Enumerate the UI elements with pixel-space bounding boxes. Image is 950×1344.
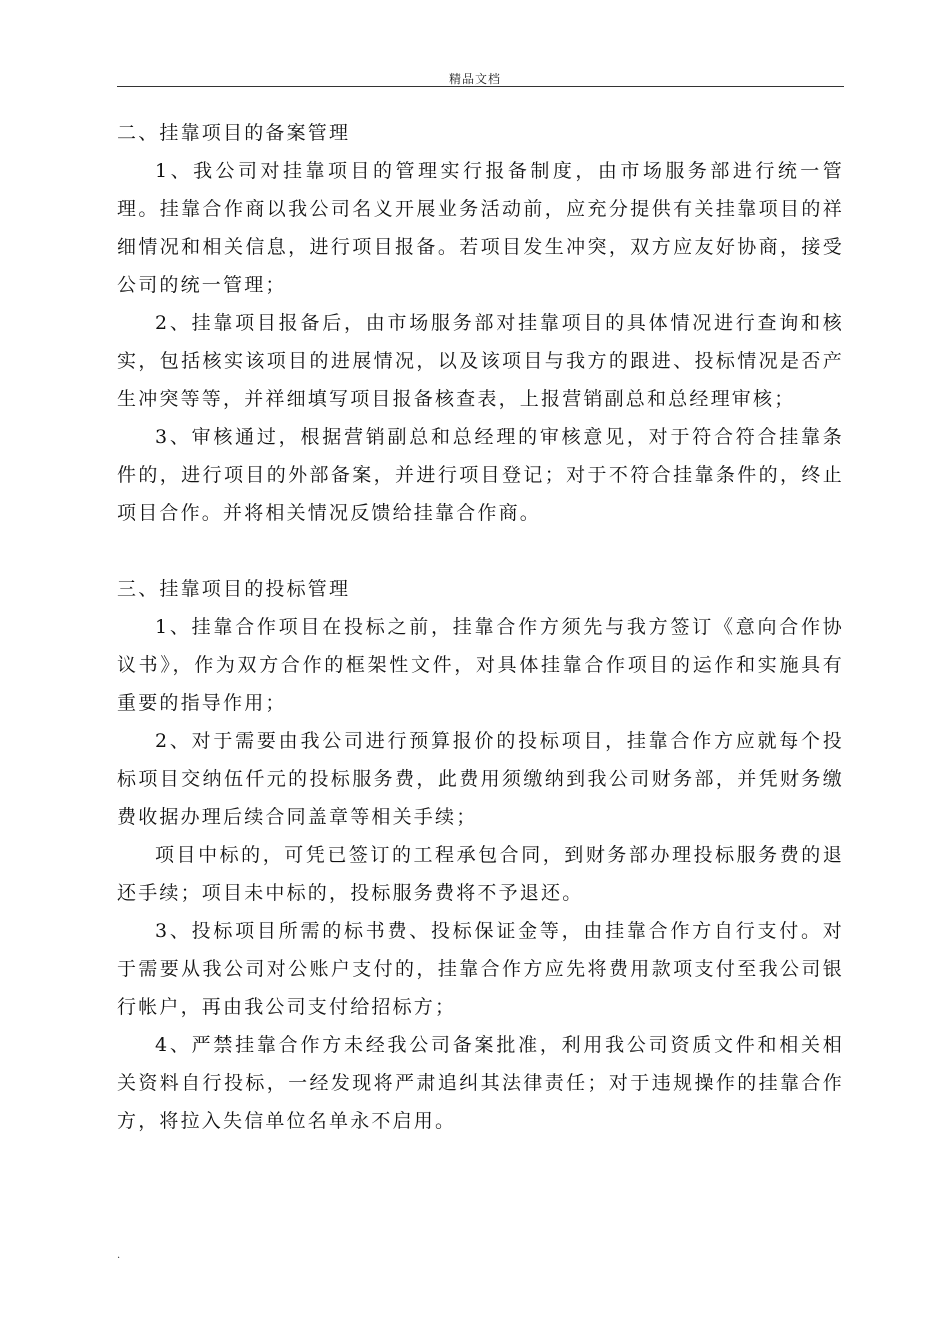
document-body [117,114,844,1140]
paragraph: 3、审核通过，根据营销副总和总经理的审核意见，对于符合符合挂靠条件的，进行项目的外部备案，并进行项目登记；对于不符合挂靠条件的，终止项目合作。并将相关情况反馈给挂靠合作商。 [117,426,844,524]
paragraph: 2、对于需要由我公司进行预算报价的投标项目，挂靠合作方应就每个投标项目交纳伍仟元的投标服务费，此费用须缴纳到我公司财务部，并凭财务缴费收据办理后续合同盖章等相关手续； [117,730,844,828]
paragraph: 项目中标的，可凭已签订的工程承包合同，到财务部办理投标服务费的退还手续；项目未中标的，投标服务费将不予退还。 [117,844,844,904]
header-divider [117,86,844,87]
footer-mark: . [117,1250,121,1261]
paragraph: 1、挂靠合作项目在投标之前，挂靠合作方须先与我方签订《意向合作协议书》，作为双方合作的框架性文件，对具体挂靠合作项目的运作和实施具有重要的指导作用； [117,616,844,714]
page-header: 精品文档 [448,72,501,86]
paragraph: 1、我公司对挂靠项目的管理实行报备制度，由市场服务部进行统一管理。挂靠合作商以我公司名义开展业务活动前，应充分提供有关挂靠项目的祥细情况和相关信息，进行项目报备。若项目发生冲突，双方应友好协商，接受公司的统一管理； [117,160,844,296]
section-heading: 三、挂靠项目的投标管理 [117,578,351,600]
paragraph: 2、挂靠项目报备后，由市场服务部对挂靠项目的具体情况进行查询和核实，包括核实该项目的进展情况，以及该项目与我方的跟进、投标情况是否产生冲突等等，并祥细填写项目报备核查表，上报营销副总和总经理审核； [117,312,844,410]
paragraph: 4、严禁挂靠合作方未经我公司备案批准，利用我公司资质文件和相关相关资料自行投标，一经发现将严肃追纠其法律责任；对于违规操作的挂靠合作方，将拉入失信单位名单永不启用。 [117,1034,844,1132]
section-heading: 二、挂靠项目的备案管理 [117,122,351,144]
section-spacer [117,532,844,570]
paragraph: 3、投标项目所需的标书费、投标保证金等，由挂靠合作方自行支付。对于需要从我公司对公账户支付的，挂靠合作方应先将费用款项支付至我公司银行帐户，再由我公司支付给招标方； [117,920,844,1018]
